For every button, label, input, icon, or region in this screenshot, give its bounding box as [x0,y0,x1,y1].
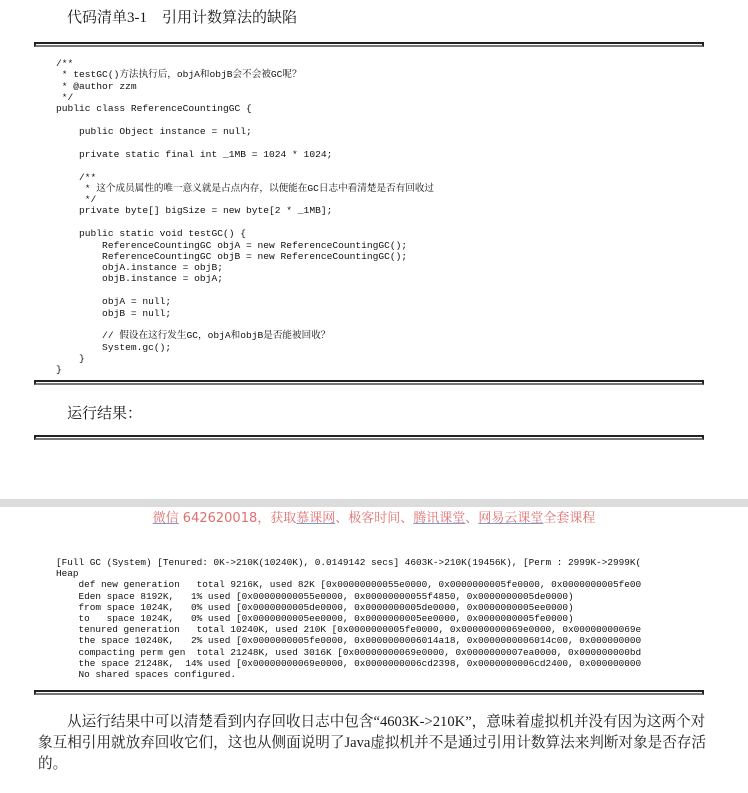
watermark-text: 、极客时间、 [335,511,414,526]
code-line [56,114,434,126]
code-line: objB = null; [56,307,172,319]
listing-top-rule [34,42,704,47]
code-line [56,285,434,297]
code-line: // 假设在这行发生GC，objA和objB是否能被回收？ [56,330,331,342]
watermark-link-wechat[interactable]: 微信 [152,511,179,526]
code-line: public Object instance = null; [56,125,252,137]
log-line: def new generation total 9216K, used 82K [0x00000000055e0000, 0x0000000005fe0000, 0x0000000005fe00 [56,579,642,591]
code-line: /** [56,58,74,69]
log-line: from space 1024K, 0% used [0x0000000005de0000, 0x0000000005de0000, 0x0000000005ee0000) [56,601,574,613]
code-line: */ [56,91,74,103]
listing-bottom-rule [34,380,704,385]
watermark-text: 642620018，获取 [178,511,297,526]
result-label: 运行结果： [67,406,143,422]
watermark [0,507,748,526]
code-line: objA = null; [56,296,172,308]
code-line: private byte[] bigSize = new byte[2 * _1MB]; [56,205,333,217]
code-line: objB.instance = objA; [56,273,223,285]
code-line [56,319,434,331]
code-line: ReferenceCountingGC objB = new ReferenceCountingGC(); [56,250,408,262]
watermark-link-tencent[interactable]: 腾讯课堂 [413,511,466,526]
code-line: } [56,352,85,364]
code-line: objA.instance = objB; [56,262,223,274]
log-line: Heap [56,568,79,580]
code-line: } [56,364,62,376]
gc-log-output [56,557,748,680]
code-listing [56,58,434,376]
log-line: [Full GC (System) [Tenured: 0K->210K(10240K), 0.0149142 secs] 4603K->210K(19456K), [Perm : 2999K->2999K( [56,557,642,568]
code-line: System.gc(); [56,341,172,353]
code-line [56,217,434,229]
log-line: the space 21248K, 14% used [0x00000000069e0000, 0x0000000006cd2398, 0x0000000006cd2400, 0x000000000 [56,657,642,669]
watermark-link-imooc[interactable]: 慕课网 [296,511,336,526]
watermark-link-163[interactable]: 网易云课堂 [478,511,544,526]
log-line: No shared spaces configured. [56,668,237,680]
result-top-rule [34,435,704,440]
log-line: compacting perm gen total 21248K, used 3016K [0x00000000069e0000, 0x0000000007ea0000, 0x000000000bd [56,646,642,658]
code-line: public static void testGC() { [56,228,246,240]
code-line: public class ReferenceCountingGC { [56,103,252,115]
log-line: the space 10240K, 2% used [0x0000000005fe0000, 0x0000000006014a18, 0x0000000006014c00, 0x000000000 [56,635,642,647]
watermark-text: 、 [465,511,479,526]
conclusion-paragraph: 从运行结果中可以清楚看到内存回收日志中包含“4603K->210K”，意味着虚拟机并没有因为这两个对象互相引用就放弃回收它们，这也从侧面说明了Java虚拟机并不是通过引用计数算法来判断对象是否存活的。 [38,714,707,772]
watermark-text: 全套课程 [543,511,596,526]
log-bottom-rule [34,690,704,695]
code-line: */ [56,194,97,206]
log-line: to space 1024K, 0% used [0x0000000005ee0000, 0x0000000005ee0000, 0x0000000005fe0000) [56,612,574,624]
code-line: * testGC()方法执行后，objA和objB会不会被GC呢？ [56,69,302,81]
code-line: /** [56,171,97,183]
log-line: Eden space 8192K, 1% used [0x00000000055e0000, 0x00000000055f4850, 0x0000000005de0000) [56,590,574,602]
code-line: private static final int _1MB = 1024 * 1024; [56,148,333,160]
log-line: tenured generation total 10240K, used 210K [0x0000000005fe0000, 0x00000000069e0000, 0x00000000069e [56,624,642,636]
code-line: ReferenceCountingGC objA = new ReferenceCountingGC(); [56,239,408,251]
code-line [56,137,434,149]
page-break [0,499,748,507]
listing-title: 代码清单3-1 引用计数算法的缺陷 [67,10,297,26]
code-line: * 这个成员属性的唯一意义就是占点内存，以便能在GC日志中看清楚是否有回收过 [56,182,435,194]
code-line [56,160,434,172]
code-line: * @author zzm [56,80,137,92]
